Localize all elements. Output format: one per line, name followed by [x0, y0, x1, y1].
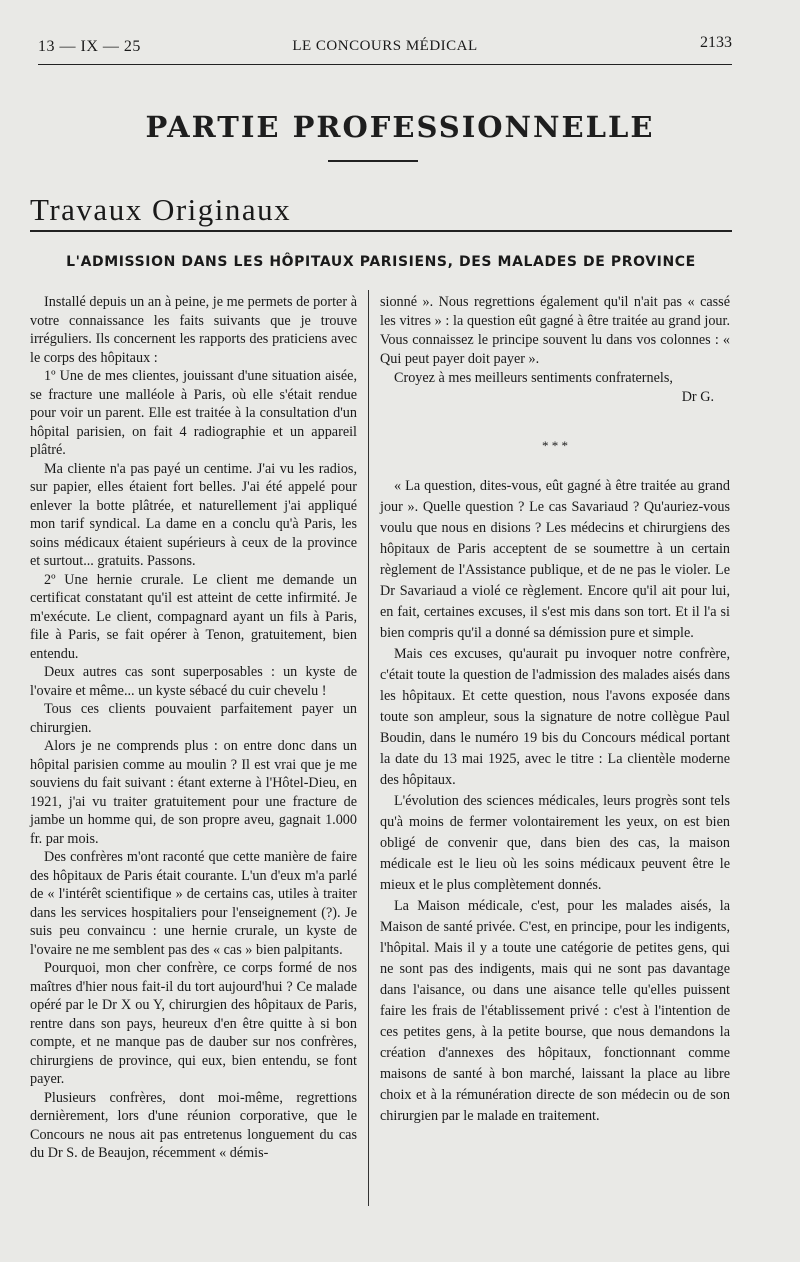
paragraph: Alors je ne comprends plus : on entre donc dans un hôpital parisien comme au moulin ? Il est vrai que je me souviens du fait suivant : étant externe à l'Hôtel-Dieu, en 1921, j'ai vu traiter gratuitement pour une fracture de jambe un homme qui, de son propre aveu, gagnait 1.000 fr. par mois.	[30, 738, 357, 847]
paragraph: La Maison médicale, c'est, pour les malades aisés, la Maison de santé privée. C'est, en principe, pour les indigents, l'hôpital. Mais il y a toute une catégorie de petites gens, qui ne sont pas des indigents, mais qui ne sont pas davantage dans l'aisance, ou dans une aisance telle qu'elles puissent faire les frais de l'établissement privé : c'est à l'intention de ces petites gens, à la petite bourse, que nous demandons la création d'annexes des hôpitaux, fonctionnant comme maisons de santé à bon marché, laissant la place au libre choix et à la rémunération directe de son médecin ou de son chirurgien par le malade en traitement.	[380, 898, 730, 1124]
page-number: 2133	[700, 34, 732, 51]
issue-date: 13 — IX — 25	[38, 38, 141, 55]
paragraph: Tous ces clients pouvaient parfaitement payer un chirurgien.	[30, 701, 357, 736]
paragraph: L'évolution des sciences médicales, leurs progrès sont tels qu'à moins de fermer volontairement les yeux, on est bien obligé de convenir que, dans bien des cas, la maison médicale est le lieu où les soins médicaux peuvent être le mieux et le plus complètement donnés.	[380, 793, 730, 893]
article-headline: L'ADMISSION DANS LES HÔPITAUX PARISIENS, DES MALADES DE PROVINCE	[66, 254, 696, 270]
column-divider	[368, 290, 369, 1206]
paragraph: Mais ces excuses, qu'aurait pu invoquer notre confrère, c'était toute la question de l'admission des malades aisés dans les hôpitaux. Et cette question, nous l'avons exposée dans toute son ampleur, sous la signature de notre collègue Paul Boudin, dans le numéro 19 bis du Concours médical portant la date du 13 mai 1925, avec le titre : La clientèle moderne des hôpitaux.	[380, 646, 730, 788]
paragraph: Plusieurs confrères, dont moi-même, regrettions dernièrement, lors d'une réunion corporative, que le Concours ne nous ait pas entretenus longuement du cas du Dr S. de Beaujon, récemment « démis-	[30, 1089, 357, 1161]
signature: Dr G.	[681, 389, 714, 405]
paragraph: 2º Une hernie crurale. Le client me demande un certificat constatant qu'il est atteint de cette infirmité. Je m'exécute. Le client, compagnard ayant un fils à Paris, file à Paris, se fait opérer à Tenon, gratuitement, bien entendu.	[30, 571, 357, 662]
journal-title: LE CONCOURS MÉDICAL	[292, 38, 478, 54]
right-column	[380, 293, 730, 1127]
left-column	[30, 293, 357, 1163]
rubric-divider	[30, 230, 732, 232]
running-header	[38, 34, 732, 65]
paragraph: Pourquoi, mon cher confrère, ce corps formé de nos maîtres d'hier nous fait-il du tort aujourd'hui ? Ce malade opéré par le Dr X ou Y, chirurgien des hôpitaux de Paris, rentre dans son pays, heureux d'en être quitte à si bon compte, et ne manque pas de dauber sur nos confrères, chirurgiens de province, qui eux, bien entendu, se font payer.	[30, 960, 357, 1087]
paragraph: « La question, dites-vous, eût gagné à être traitée au grand jour ». Quelle question ? Le cas Savariaud ? Qu'auriez-vous voulu que nous en disions ? Les médecins et chirurgiens des hôpitaux de Paris acceptent de se soumettre à un certain règlement de l'Assistance publique, et de ne pas le violer. Le Dr Savariaud a violé ce règlement. Encore qu'il ait pour lui, en fait, certaines excuses, il s'est mis dans son tort. Et il l'a si bien compris qu'il a donné sa démission pure et simple.	[380, 478, 730, 641]
paragraph: Deux autres cas sont superposables : un kyste de l'ovaire et même... un kyste sébacé du cuir chevelu !	[30, 664, 357, 699]
asterism-separator: * * *	[542, 438, 568, 453]
section-divider	[328, 160, 418, 162]
section-title: PARTIE PROFESSIONNELLE	[145, 110, 655, 144]
paragraph: Ma cliente n'a pas payé un centime. J'ai vu les radios, sur papier, elles étaient fort belles. J'ai été appelé pour enlever la botte plâtrée, et naturellement j'ai appliqué mon tarif syndical. La dame en a conclu qu'à Paris, les soins médicaux étaient supérieurs à ceux de la province et surtout... gratuits. Passons.	[30, 460, 357, 569]
paragraph: sionné ». Nous regrettions également qu'il n'ait pas « cassé les vitres » : la question eût gagné à être traitée au grand jour. Vous connaissez le principe souvent lu dans vos colonnes : « Qui peut payer doit payer ».	[380, 294, 730, 367]
paragraph: 1º Une de mes clientes, jouissant d'une situation aisée, se fracture une malléole à Paris, où elle s'était rendue pour voir un parent. Elle est traitée à la consultation d'un hôpital parisien, on fait 4 radiographie et un appareil plâtré.	[30, 368, 357, 458]
paragraph: Des confrères m'ont raconté que cette manière de faire des hôpitaux de Paris était courante. L'un d'eux m'a parlé de « l'intérêt scientifique » de certains cas, utiles à traiter dans les services hospitaliers pour l'enseignement (?). Je suis peu convaincu : une hernie crurale, un kyste de l'ovaire ne me semblent pas des « cas » bien palpitants.	[30, 849, 357, 958]
paragraph: Installé depuis un an à peine, je me permets de porter à votre connaissance les faits suivants que je trouve irréguliers. Ils concernent les rapports des praticiens avec le corps des hôpitaux :	[30, 294, 357, 366]
rubric-title: Travaux Originaux	[30, 192, 291, 232]
closing-formula: Croyez à mes meilleurs sentiments confraternels,	[394, 370, 673, 386]
